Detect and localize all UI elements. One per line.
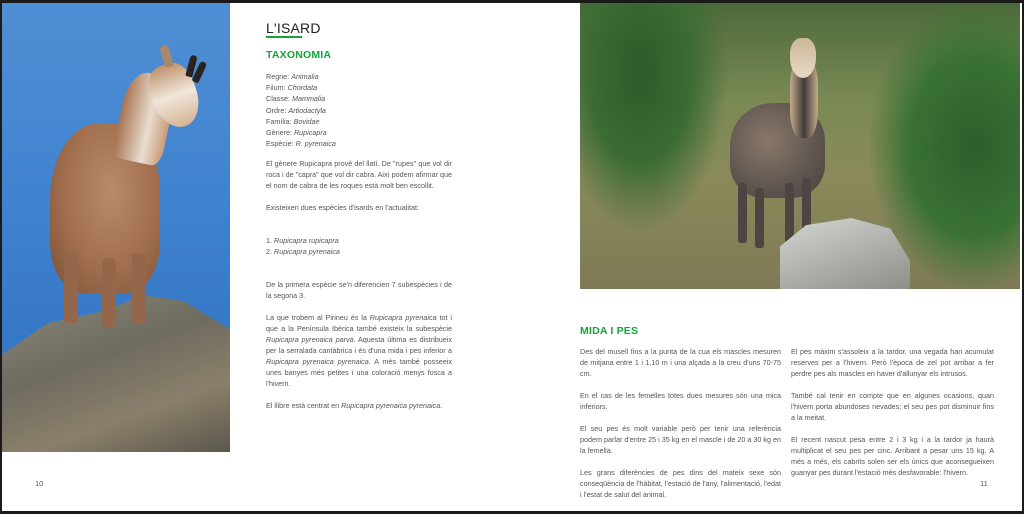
taxonomy-item: Gènere: Rupicapra (266, 128, 327, 138)
paragraph: El pes màxim s'assoleix a la tardor, una vegada han acumulat reserves per a l'hivern. Però l'època de zel pot arribar a fer perdre pes als mascles en haver d'allunyar els intrusos. (791, 347, 994, 378)
paragraph: Les grans diferències de pes dins del mateix sexe són conseqüència de l'hàbitat, l'estació de l'any, l'alimentació, l'edat i l'estat de salut del animal. (580, 468, 781, 499)
page-title: L'ISARD (266, 20, 321, 36)
left-page (2, 3, 577, 511)
chamois-photo-right (580, 3, 1020, 289)
paragraph: El llibre està centrat en Rupicapra pyrenaica pyrenaica. (266, 401, 443, 410)
paragraph: El seu pes és molt variable però per tenir una referència podem parlar d'entre 25 i 35 kg en el mascle i de 20 a 30 kg en la femella. (580, 424, 781, 455)
species-item: 1. Rupicapra rupicapra (266, 236, 339, 245)
section-heading-mida-i-pes: MIDA I PES (580, 325, 639, 337)
paragraph: El recent nascut pesa entre 2 i 3 kg i a la tardor ja haurà multiplicat el seu pes per cinc. Arribant a pesar uns 15 kg. A més a més, els cabrits solen ser els únics que aconsegueixen guanyar pes durant l'estació més desfavorable: l'hivern. (791, 435, 994, 477)
paragraph: Existeixen dues espècies d'isards en l'actualitat: (266, 203, 419, 212)
taxonomy-item: Família: Bovidae (266, 116, 320, 126)
rock-shape (2, 295, 230, 452)
taxonomy-item: Espècie: R. pyrenaica (266, 139, 336, 149)
paragraph: En el cas de les femelles totes dues mesures són una mica inferiors. (580, 391, 781, 411)
chamois-leg (64, 253, 78, 323)
taxonomy-item: Ordre: Artiodactyla (266, 105, 326, 115)
book-spread (2, 3, 1022, 511)
title-underline (266, 36, 302, 38)
paragraph: També cal tenir en compte que en algunes ocasions, quan l'hivern porta abundoses nevades; el seu pes pot disminuir fins a la meitat. (791, 391, 994, 422)
chamois-leg (102, 258, 116, 328)
ear-shape (159, 44, 173, 68)
pine-tree-shape (580, 3, 730, 233)
taxonomy-item: Classe: Mammalia (266, 94, 326, 104)
chamois-head (790, 38, 816, 78)
taxonomy-item: Filum: Chordata (266, 83, 318, 93)
taxonomy-list (266, 71, 336, 149)
paragraph: Des del musell fins a la punta de la cua els mascles mesuren de mitjana entre 1 i 1,10 m i una alçada a la creu d'uns 70-75 cm. (580, 347, 781, 378)
right-body-col-2 (791, 346, 994, 489)
section-heading-taxonomia: TAXONOMIA (266, 49, 332, 61)
chamois-leg (755, 188, 764, 248)
left-body-text (266, 158, 452, 422)
chamois-photo-left (2, 3, 230, 452)
right-body-col-1 (580, 346, 781, 511)
chamois-leg (132, 253, 146, 323)
page-number: 11 (980, 479, 988, 488)
chamois-leg (785, 183, 794, 243)
chamois-leg (738, 183, 747, 243)
paragraph: De la primera espècie se'n diferencien 7 subespècies i de la segona 3. (266, 280, 452, 300)
paragraph: La que trobem al Pirineu és la Rupicapra pyrenaica tot i que a la Península Ibèrica també existeix la subespècie Rupicapra pyrenaica parva. Aquesta última es distribueix per la serralada cantàbrica i és d'una mida i pes inferior a Rupicapra pyrenaica pyrenaica. A més també posseeix unes banyes més petites i una coloració menys fosca a l'hivern. (266, 313, 453, 388)
page-number: 10 (35, 479, 44, 488)
right-page (577, 3, 1022, 511)
taxonomy-item: Regne: Animalia (266, 72, 319, 81)
paragraph: El gènere Rupicapra prové del llatí. De "rupes" que vol dir roca i de "capra" que vol dir cabra. Així podem afirmar que el nom de cabra de les roques està molt ben escollit. (266, 159, 452, 190)
species-item: 2. Rupicapra pyrenaica (266, 247, 340, 256)
